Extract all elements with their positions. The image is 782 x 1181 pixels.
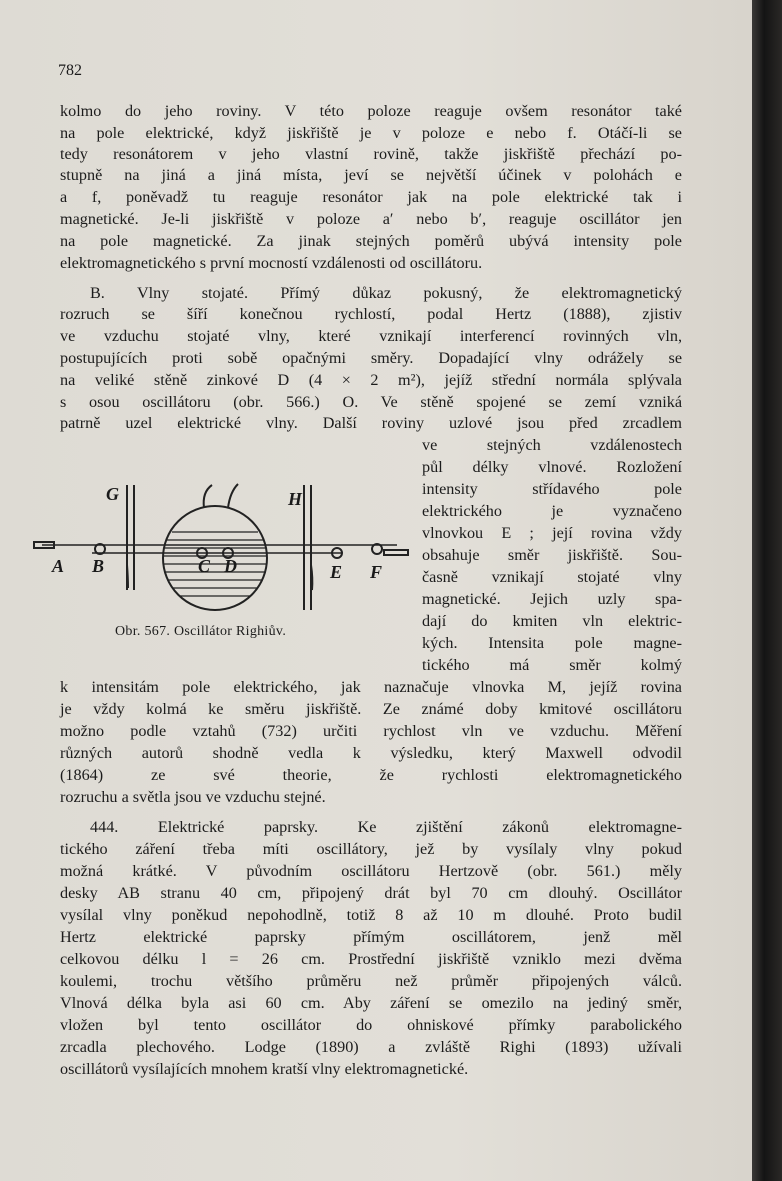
text-line: B. Vlny stojaté. Přímý důkaz pokusný, že elektromagnetický [90,284,682,302]
text-line: postupujících proti sobě opačnými směry. Dopadající vlny odrážely se [60,349,682,367]
figure-caption: Obr. 567. Oscillátor Righiův. [115,624,287,639]
text-line: vysílal vlny poněkud nepohodlně, totiž 8 až 10 m dlouhé. Proto budil [60,906,682,924]
text-line: ve vzduchu stojaté vlny, které vznikají interferencí rovinných vln, [60,327,682,345]
text-line: ve stejných vzdálenostech [422,436,682,454]
text-line: oscillátorů vysílajících mnohem kratší vlny elektromagnetické. [60,1060,469,1078]
text-line: elektromagnetického s první mocností vzdálenosti od oscillátoru. [60,254,483,272]
label-f: F [370,562,383,582]
text-line: tického záření třeba míti oscillátory, jež by vysílaly vlny pokud [60,840,682,858]
text-line: je vždy kolmá ke směru jiskřiště. Ze známé doby kmitové oscillátoru [60,700,682,718]
label-g: G [106,484,119,504]
text-line: různých autorů shodně vedla k výsledku, který Maxwell odvodil [60,744,682,762]
text-line: patrně uzel elektrické vlny. Další roviny uzlové jsou před zrcadlem [60,414,682,432]
text-line: Hertz elektrické paprsky přímým oscillátorem, jenž měl [60,928,682,946]
text-line: elektrického je vyznačeno [422,502,682,520]
text-line: magnetické. Jejich uzly spa- [422,590,682,608]
text-line: (1864) ze své theorie, že rychlosti elektromagnetického [60,766,682,784]
label-c: C [198,556,211,576]
page-number: 782 [58,62,82,79]
text-line: k intensitám pole elektrického, jak naznačuje vlnovka M, jejíž rovina [60,678,682,696]
text-line: desky AB stranu 40 cm, připojený drát byl 70 cm dlouhý. Oscillátor [60,884,682,902]
text-line: na veliké stěně zinkové D (4 × 2 m²), jejíž střední normála splývala [60,371,682,389]
text-line: zrcadla plechového. Lodge (1890) a zvláště Righi (1893) užívali [60,1038,682,1056]
label-e: E [330,562,343,582]
text-line: dají do kmiten vln elektric- [422,612,682,630]
text-line: kolmo do jeho roviny. V této poloze reaguje ovšem resonátor také [60,102,682,120]
text-line: na pole magnetické. Za jinak stejných poměrů ubývá intensity pole [60,232,682,250]
label-d: D [224,556,237,576]
text-line: rozruch se šíří konečnou rychlostí, podal Hertz (1888), zjistiv [60,305,682,323]
text-line: vlnovkou E ; její rovina vždy [422,524,682,542]
label-h: H [288,489,303,509]
flask-body [163,506,267,610]
text-line: na pole elektrické, když jiskřiště je v poloze e nebo f. Otáčí-li se [60,124,682,142]
text-line: tedy resonátorem v jeho vlastní rovině, takže jiskřiště přechází po- [60,145,682,163]
text-line: stupně na jiná a jiná místa, jeví se největší účinek v polohách e [60,166,682,184]
text-line: obsahuje směr jiskřiště. Sou- [422,546,682,564]
text-line: tického má směr kolmý [422,656,682,674]
text-line: koulemi, trochu většího průměru než průměr připojených válců. [60,972,682,990]
text-line: celkovou délku l = 26 cm. Prostřední jiskřiště vzniklo mezi dvěma [60,950,682,968]
text-line: kých. Intensita pole magne- [422,634,682,652]
text-line: možná krátké. V původním oscillátoru Hertzově (obr. 561.) měly [60,862,682,880]
text-line: časně vznikají stojaté vlny [422,568,682,586]
text-line: s osou oscillátoru (obr. 566.) O. Ve stěně spojené se zemí vzniká [60,393,682,411]
text-line: magnetické. Je-li jiskřiště v poloze a′ nebo b′, reaguje oscillátor jen [60,210,682,228]
text-line: a f, poněvadž tu reaguje resonátor jak na pole elektrické tak i [60,188,682,206]
text-line: možno podle vztahů (732) určiti rychlost vln ve vzduchu. Měření [60,722,682,740]
text-line: Vlnová délka byla asi 60 cm. Aby záření se omezilo na jediný směr, [60,994,682,1012]
text-line: vložen byl tento oscillátor do ohniskové přímky parabolického [60,1016,682,1034]
flask-neck [204,484,238,508]
book-spine [752,0,782,1181]
text-line: půl délky vlnové. Rozložení [422,458,682,476]
text-line: 444. Elektrické paprsky. Ke zjištění zákonů elektromagne- [90,818,682,836]
label-a: A [52,556,65,576]
text-line: intensity střídavého pole [422,480,682,498]
text-line: rozruchu a světla jsou ve vzduchu stejné. [60,788,326,806]
label-b: B [92,556,105,576]
